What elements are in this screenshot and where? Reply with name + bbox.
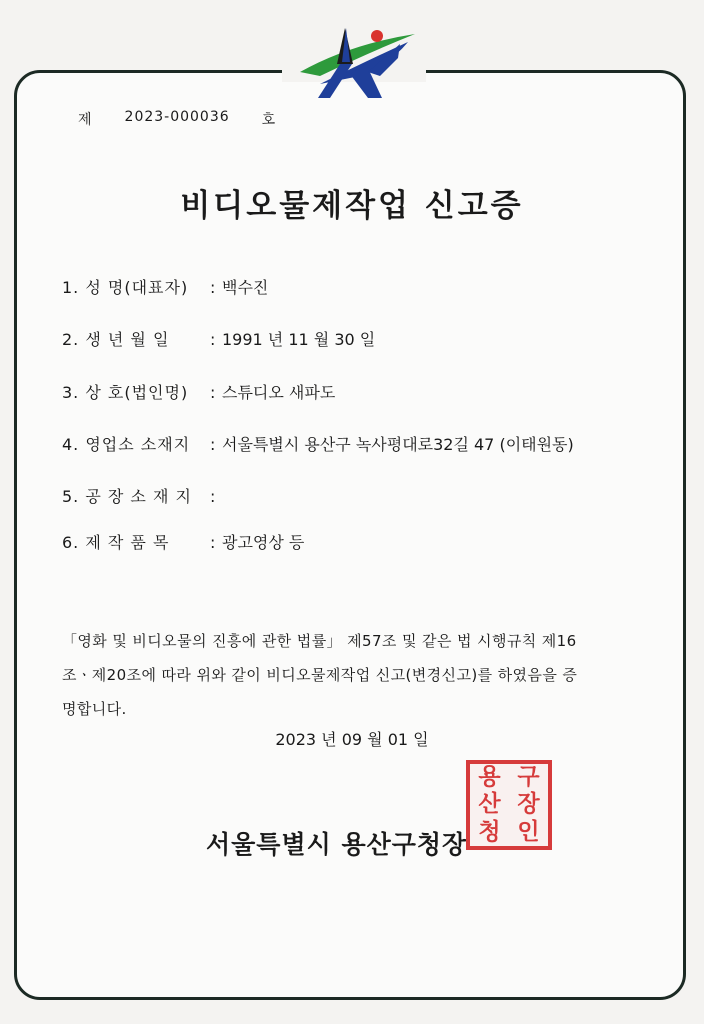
statement-line: 조ㆍ제20조에 따라 위와 같이 비디오물제작업 신고(변경신고)를 하였음을 증 (62, 666, 578, 684)
field-label: 2. 생 년 월 일 (62, 330, 170, 349)
field-value: 백수진 (222, 278, 269, 297)
serial-number: 2023-000036 (124, 109, 230, 125)
seal-char: 장 (517, 791, 540, 818)
issuer-name: 서울특별시 용산구청장 (206, 830, 468, 859)
field-representative (62, 275, 268, 298)
seal-char: 용 (478, 764, 501, 790)
field-separator: : (210, 487, 216, 506)
field-label: 6. 제 작 품 목 (62, 533, 170, 552)
field-value: 광고영상 등 (222, 533, 305, 552)
yongsan-emblem-icon (290, 14, 420, 104)
field-label: 1. 성 명(대표자) (62, 278, 189, 297)
seal-char: 산 (478, 791, 501, 818)
field-value: 스튜디오 새파도 (222, 383, 336, 402)
statement-line: 명합니다. (62, 700, 127, 718)
statement-line: 「영화 및 비디오물의 진흥에 관한 법률」 제57조 및 같은 법 시행규칙 제16 (62, 632, 577, 650)
field-business-address (62, 432, 574, 455)
serial-suffix: 호 (261, 112, 277, 128)
field-business-name (62, 380, 335, 403)
field-separator: : (210, 435, 216, 454)
seal-char: 구 (517, 764, 540, 790)
field-separator: : (210, 533, 216, 552)
seal-char: 청 (478, 818, 501, 845)
field-value: 1991 년 11 월 30 일 (222, 330, 376, 349)
field-label: 4. 영업소 소재지 (62, 435, 191, 454)
field-factory-address (62, 484, 222, 507)
document-title: 비디오물제작업 신고증 (180, 188, 524, 224)
field-production-items (62, 530, 304, 553)
field-label: 3. 상 호(법인명) (62, 383, 189, 402)
serial-number-line (78, 109, 276, 129)
seal-char: 인 (517, 818, 540, 845)
issue-date: 2023 년 09 월 01 일 (275, 730, 429, 749)
certification-statement (62, 624, 647, 726)
field-birthdate (62, 327, 375, 350)
official-seal (466, 760, 552, 850)
field-separator: : (210, 278, 216, 297)
serial-prefix: 제 (78, 112, 93, 128)
field-value: 서울특별시 용산구 녹사평대로32길 47 (이태원동) (222, 435, 574, 454)
field-label: 5. 공 장 소 재 지 (62, 487, 192, 506)
field-separator: : (210, 330, 216, 349)
field-separator: : (210, 383, 216, 402)
